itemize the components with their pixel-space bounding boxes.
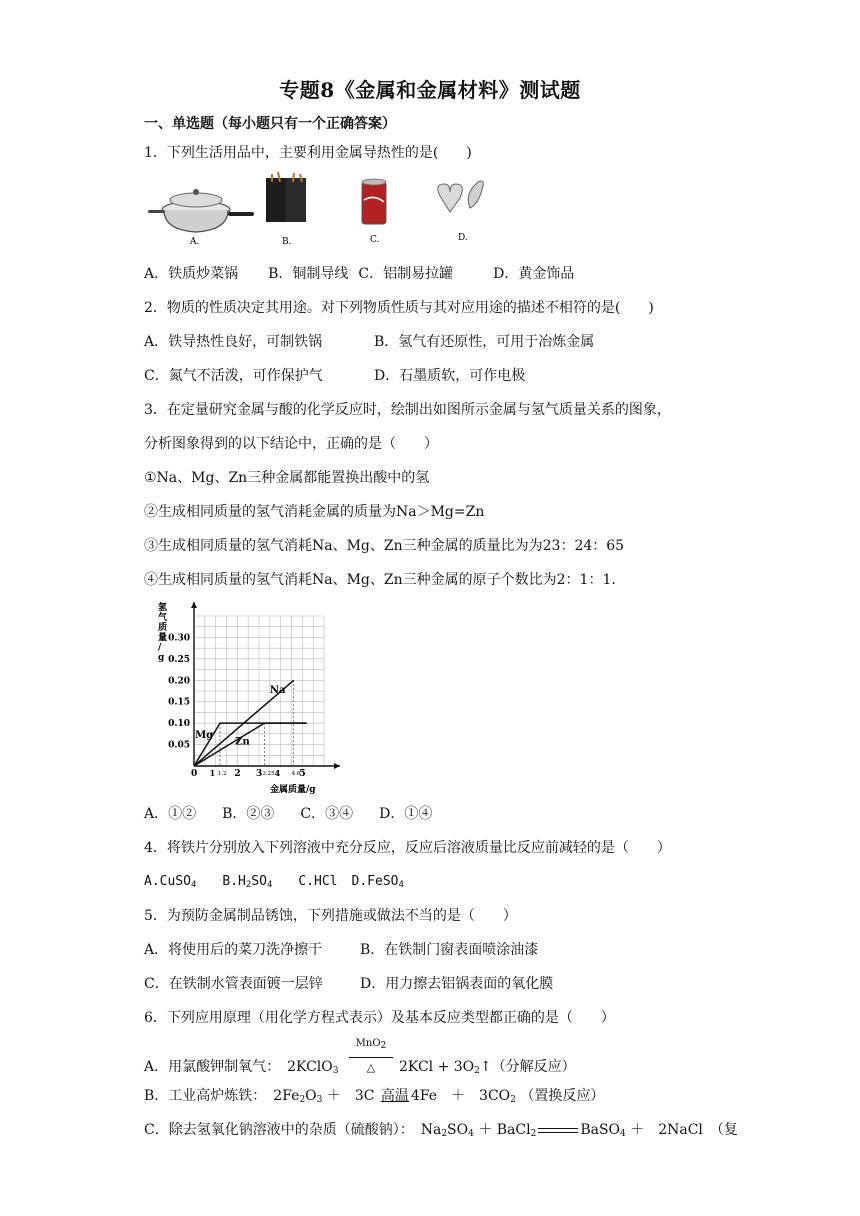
x-axis-arrow <box>334 763 340 769</box>
q4-option-d: D.FeSO$_4$ <box>351 874 404 890</box>
q5-option-c: C．在铁制水管表面镀一层锌 <box>144 976 323 992</box>
q1-option-b: B．铜制导线 <box>268 266 349 282</box>
x-tick-label: 1 <box>209 768 216 778</box>
q3-statement-4: ④生成相同质量的氢气消耗Na、Mg、Zn三种金属的原子个数比为2：1：1. <box>144 572 616 588</box>
q3-option-d: D．①④ <box>379 806 433 822</box>
gold-jewelry-image <box>438 181 484 212</box>
question-2-options-row1 <box>144 333 594 351</box>
y-tick-label: 0.10 <box>168 719 190 730</box>
q2-option-a: A．铁导热性良好，可制铁锅 <box>144 334 323 350</box>
chart-grid <box>194 616 324 766</box>
y-axis-arrow <box>191 602 197 608</box>
q3-option-a: A．①② <box>144 806 197 822</box>
chart-y-label <box>158 601 168 663</box>
q1-option-d: D．黄金饰品 <box>493 266 575 282</box>
question-1-stem: 1．下列生活用品中，主要利用金属导热性的是( ) <box>144 145 472 161</box>
cola-can-image <box>362 179 386 224</box>
question-5-options-row1 <box>144 941 538 959</box>
y-tick-label: 0.15 <box>168 697 190 708</box>
q4-option-c: C.HCl <box>298 874 338 889</box>
q3-statement-3: ③生成相同质量的氢气消耗Na、Mg、Zn三种金属的质量比为为23：24：65 <box>144 538 625 554</box>
img-label-b: B. <box>282 237 292 247</box>
reaction-condition-b: 高温 <box>380 1088 409 1104</box>
series-label-mg: Mg <box>195 730 214 742</box>
img-label-c: C. <box>370 235 380 245</box>
wok-image <box>148 189 254 232</box>
equals-sign <box>538 1128 578 1133</box>
page-title: 专题8《金属和金属材料》测试题 <box>279 78 581 102</box>
y-tick-label: 0.25 <box>168 654 190 665</box>
x-tick-label-small: 1.2 <box>218 771 227 777</box>
question-3-options <box>144 805 432 823</box>
x-tick-label: 4 <box>274 768 281 778</box>
gas-arrow-icon: ↑ <box>479 1059 492 1075</box>
question-4-options <box>144 873 404 891</box>
q6-option-b: B．工业高炉炼铁： $2Fe_2O_3$ ＋ 3C 高温 4Fe ＋ $3CO_2$ （置换反应） <box>144 1088 605 1105</box>
series-label-zn: Zn <box>235 736 250 748</box>
y-tick-label: 0.30 <box>168 633 190 644</box>
question-2-options-row2 <box>144 367 525 385</box>
q5-option-d: D．用力擦去铝锅表面的氧化膜 <box>360 976 554 992</box>
reaction-condition-a: MnO$_2$ △ <box>349 1057 393 1077</box>
q4-option-a: A.CuSO$_4$ <box>144 874 197 890</box>
q2-option-d: D．石墨质软，可作电极 <box>374 368 526 384</box>
chart-x-label: 金属质量/g <box>270 785 316 795</box>
question-5-stem: 5．为预防金属制品锈蚀，下列措施或做法不当的是（ ） <box>144 908 517 924</box>
q3-statement-2: ②生成相同质量的氢气消耗金属的质量为Na＞Mg=Zn <box>144 504 485 520</box>
x-tick-label-small: 4.6 <box>291 771 301 777</box>
q1-option-c: C．铝制易拉罐 <box>358 266 454 282</box>
question-3-stem-line1: 3．在定量研究金属与酸的化学反应时，绘制出如图所示金属与氢气质量关系的图象， <box>144 402 671 418</box>
x-tick-label: 3 <box>256 769 263 779</box>
chart-y-label-char: 质 <box>158 623 168 633</box>
q4-option-b: $B.H_2SO_4$ <box>222 874 273 890</box>
y-tick-label: 0.20 <box>168 676 190 687</box>
q2-option-c: C．氮气不活泼，可作保护气 <box>144 368 323 384</box>
copper-wire-image <box>266 172 306 222</box>
series-label-na: Na <box>269 685 286 697</box>
y-tick-label: 0.05 <box>168 740 190 751</box>
q3-option-b: B．②③ <box>222 806 275 822</box>
q6-option-a: A．用氯酸钾制氧气： 2KClO$_3$ MnO$_2$ △ $2KCl + 3O_2↑$（分解反应） <box>144 1038 576 1076</box>
q1-image-row <box>148 170 508 250</box>
x-tick-label: 0 <box>191 769 198 779</box>
img-label-d: D. <box>458 233 468 243</box>
question-1-options <box>144 265 574 283</box>
chart-y-label-char: 量 <box>158 633 168 643</box>
x-tick-label: 2 <box>234 769 241 779</box>
chart-ticks <box>168 633 306 779</box>
q2-option-b: B．氢气有还原性，可用于冶炼金属 <box>374 334 595 350</box>
chart-y-label-char: g <box>158 653 165 663</box>
metal-hydrogen-chart <box>150 596 350 796</box>
question-6-stem: 6．下列应用原理（用化学方程式表示）及基本反应类型都正确的是（ ） <box>144 1010 615 1026</box>
chart-y-label-char: 气 <box>158 613 168 623</box>
q5-option-a: A．将使用后的菜刀洗净擦干 <box>144 942 323 958</box>
section-heading: 一、单选题（每小题只有一个正确答案） <box>144 116 396 132</box>
chart-y-label-char: 氢 <box>158 603 168 613</box>
q6-option-c: C．除去氢氧化钠溶液中的杂质（硫酸钠）： $Na_2SO_4$ ＋ BaCl$_2$ BaSO$_4$ ＋ 2NaCl （复 <box>144 1122 738 1139</box>
chart-axes <box>191 602 340 769</box>
q3-statement-1: ①Na、Mg、Zn三种金属都能置换出酸中的氢 <box>144 470 430 486</box>
img-label-a: A. <box>190 237 200 247</box>
question-5-options-row2 <box>144 975 553 993</box>
question-2-stem: 2．物质的性质决定其用途。对下列物质性质与其对应用途的描述不相符的是( ) <box>144 300 654 316</box>
q3-option-c: C．③④ <box>300 806 354 822</box>
x-tick-label: 5 <box>299 769 306 779</box>
chart-y-label-char: / <box>158 643 162 653</box>
question-4-stem: 4．将铁片分别放入下列溶液中充分反应，反应后溶液质量比反应前减轻的是（ ） <box>144 840 671 856</box>
x-tick-label-small: 3.25 <box>262 771 275 777</box>
q1-option-a: A．铁质炒菜锅 <box>144 266 239 282</box>
question-3-stem-line2: 分析图象得到的以下结论中，正确的是（ ） <box>144 436 438 452</box>
q5-option-b: B．在铁制门窗表面喷涂油漆 <box>360 942 539 958</box>
